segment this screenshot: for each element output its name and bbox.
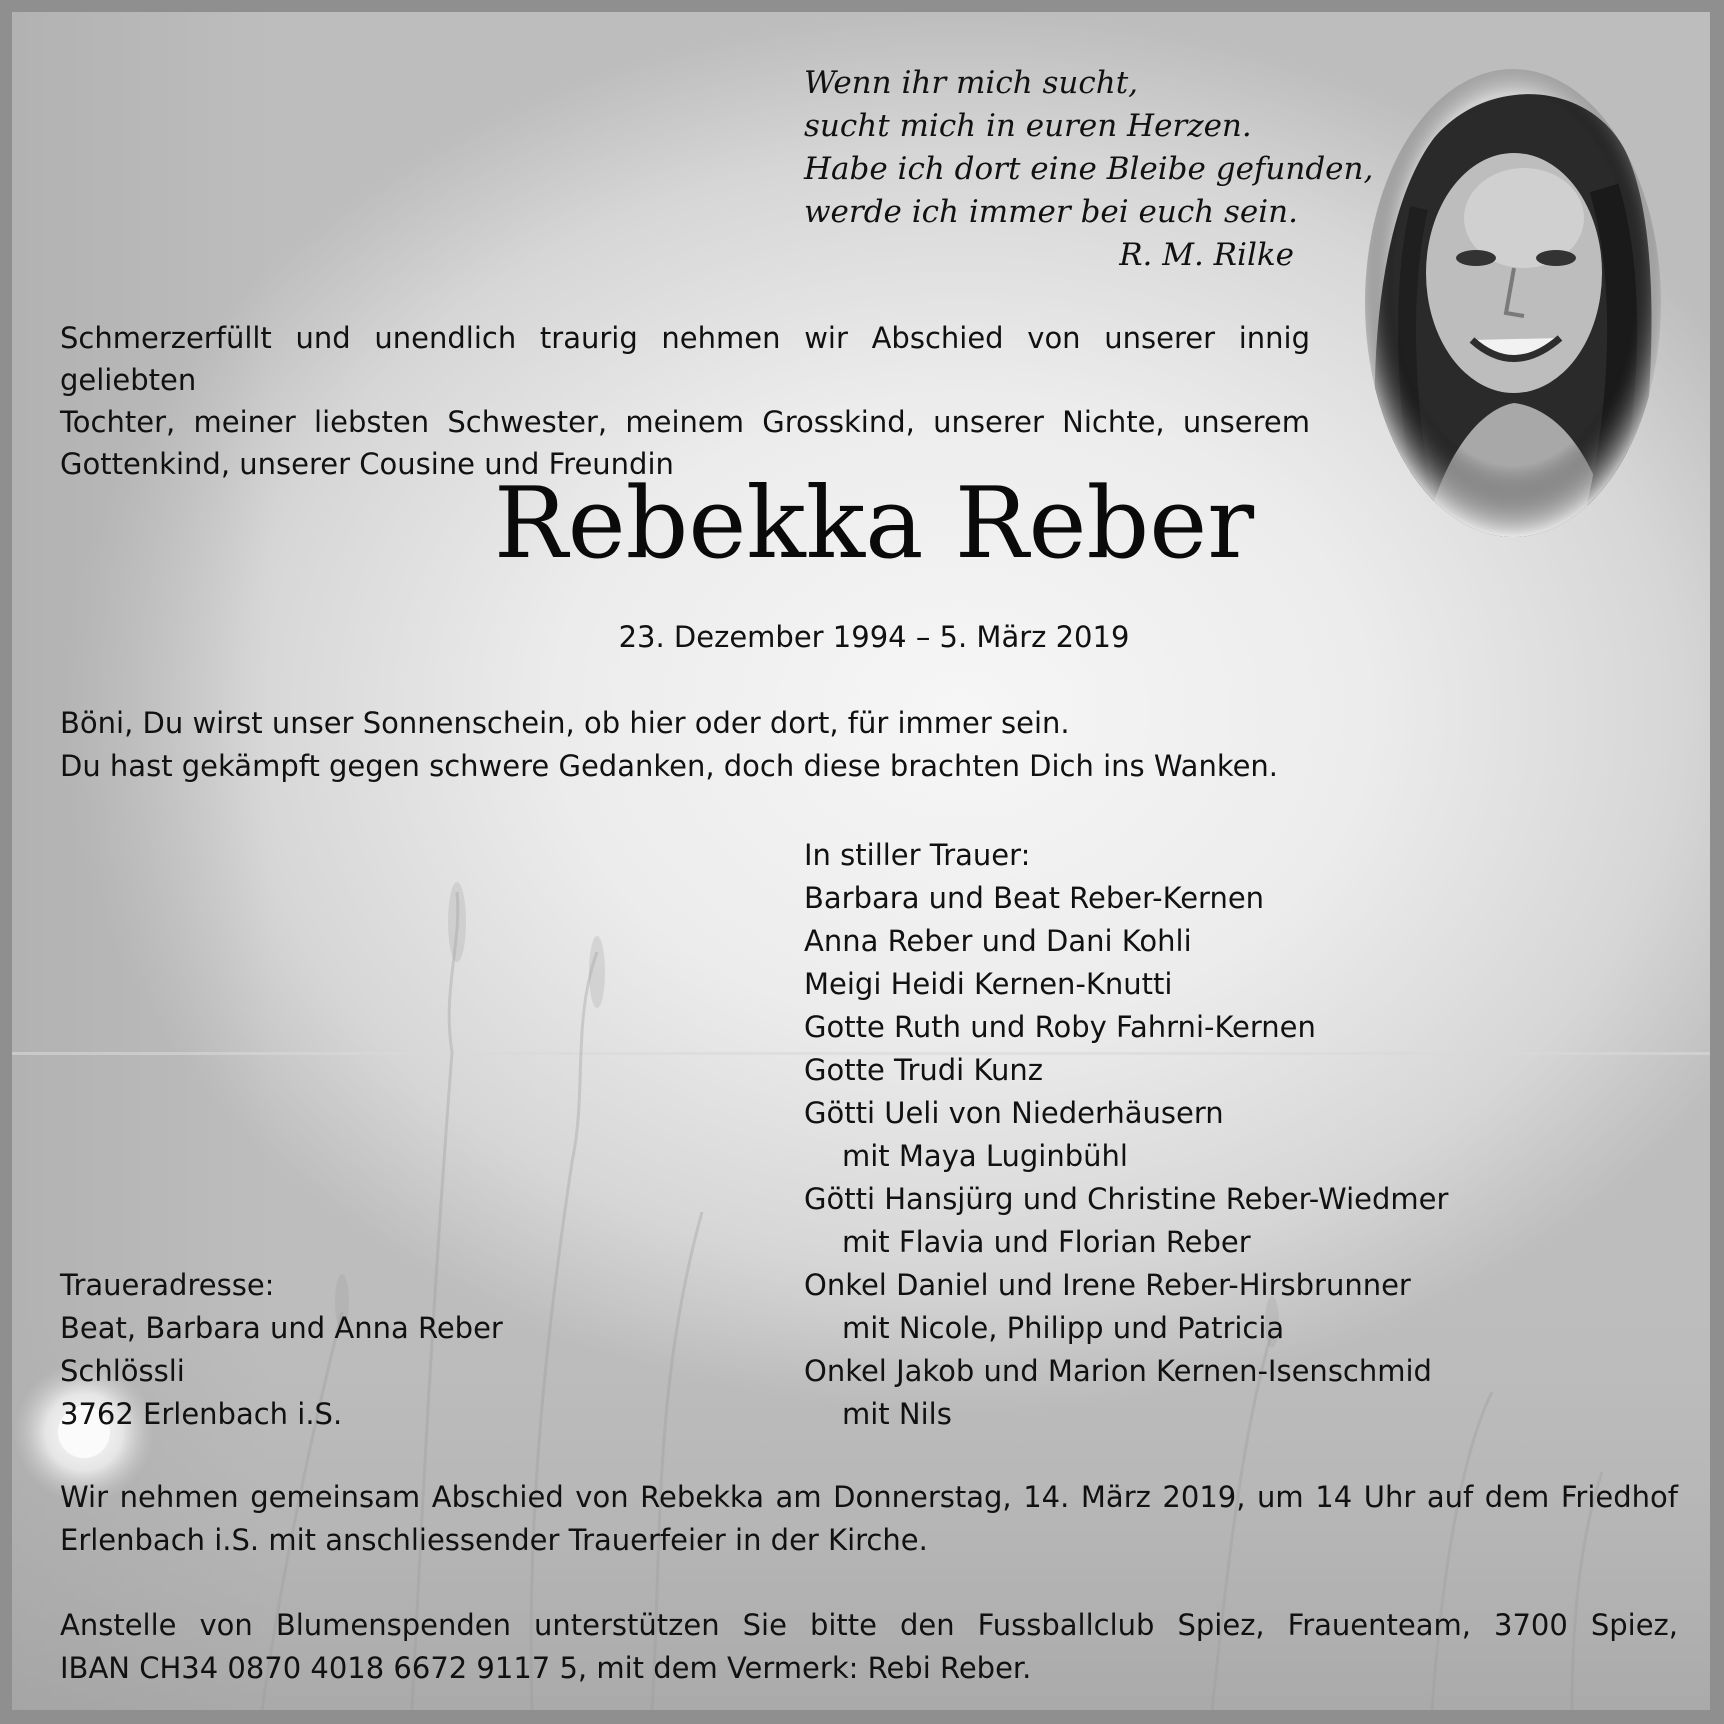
mourner-entry: Barbara und Beat Reber-Kernen <box>804 881 1265 915</box>
mourners-list <box>804 834 1684 1436</box>
mourner-entry: Gotte Ruth und Roby Fahrni-Kernen <box>804 1010 1316 1044</box>
intro-line: Schmerzerfüllt und unendlich traurig nehmen wir Abschied von unserer innig geliebten <box>60 321 1310 397</box>
intro-paragraph <box>60 317 1310 485</box>
address-line: 3762 Erlenbach i.S. <box>60 1397 343 1431</box>
mourner-entry: Götti Ueli von Niederhäusern <box>804 1096 1224 1130</box>
intro-line: Tochter, meiner liebsten Schwester, meinem Grosskind, unserer Nichte, unserem <box>60 405 1310 439</box>
announcement-line: Wir nehmen gemeinsam Abschied von Rebekka am Donnerstag, 14. März 2019, um 14 Uhr auf dem Friedhof <box>60 1480 1678 1514</box>
mourners-heading: In stiller Trauer: <box>804 838 1031 872</box>
donation-line: IBAN CH34 0870 4018 6672 9117 5, mit dem Vermerk: Rebi Reber. <box>60 1651 1032 1685</box>
intro-line: Gottenkind, unserer Cousine und Freundin <box>60 447 674 481</box>
address-line: Schlössli <box>60 1354 185 1388</box>
mourner-entry: mit Flavia und Florian Reber <box>842 1225 1251 1259</box>
verse-line: Du hast gekämpft gegen schwere Gedanken, doch diese brachten Dich ins Wanken. <box>60 749 1279 783</box>
mourner-entry: Onkel Jakob und Marion Kernen-Isenschmid <box>804 1354 1432 1388</box>
poem <box>804 62 1374 277</box>
mourner-entry: mit Maya Luginbühl <box>842 1139 1128 1173</box>
poem-author: R. M. Rilke <box>1119 237 1294 273</box>
funeral-announcement <box>60 1476 1678 1562</box>
mourner-entry: mit Nicole, Philipp und Patricia <box>842 1311 1285 1345</box>
poem-line: Wenn ihr mich sucht, <box>804 65 1139 101</box>
deceased-name: Rebekka Reber <box>493 467 1255 581</box>
address-label: Traueradresse: <box>60 1268 275 1302</box>
mourner-entry: Meigi Heidi Kernen-Knutti <box>804 967 1173 1001</box>
address-line: Beat, Barbara und Anna Reber <box>60 1311 503 1345</box>
poem-line: Habe ich dort eine Bleibe gefunden, <box>804 151 1374 187</box>
mourning-address <box>60 1264 660 1436</box>
poem-line: werde ich immer bei euch sein. <box>804 194 1299 230</box>
poem-line: sucht mich in euren Herzen. <box>804 108 1252 144</box>
donation-note <box>60 1604 1678 1690</box>
mourner-entry: Götti Hansjürg und Christine Reber-Wiedmer <box>804 1182 1449 1216</box>
announcement-line: Erlenbach i.S. mit anschliessender Trauerfeier in der Kirche. <box>60 1523 928 1557</box>
life-dates: 23. Dezember 1994 – 5. März 2019 <box>618 620 1130 654</box>
mourner-entry: Anna Reber und Dani Kohli <box>804 924 1192 958</box>
mourner-entry: Gotte Trudi Kunz <box>804 1053 1044 1087</box>
obituary-page <box>12 12 1710 1710</box>
mourner-entry: mit Nils <box>842 1397 952 1431</box>
memorial-verse <box>60 702 1360 788</box>
mourner-entry: Onkel Daniel und Irene Reber-Hirsbrunner <box>804 1268 1411 1302</box>
verse-line: Böni, Du wirst unser Sonnenschein, ob hier oder dort, für immer sein. <box>60 706 1070 740</box>
donation-line: Anstelle von Blumenspenden unterstützen Sie bitte den Fussballclub Spiez, Frauenteam, 3700 Spiez, <box>60 1608 1678 1642</box>
